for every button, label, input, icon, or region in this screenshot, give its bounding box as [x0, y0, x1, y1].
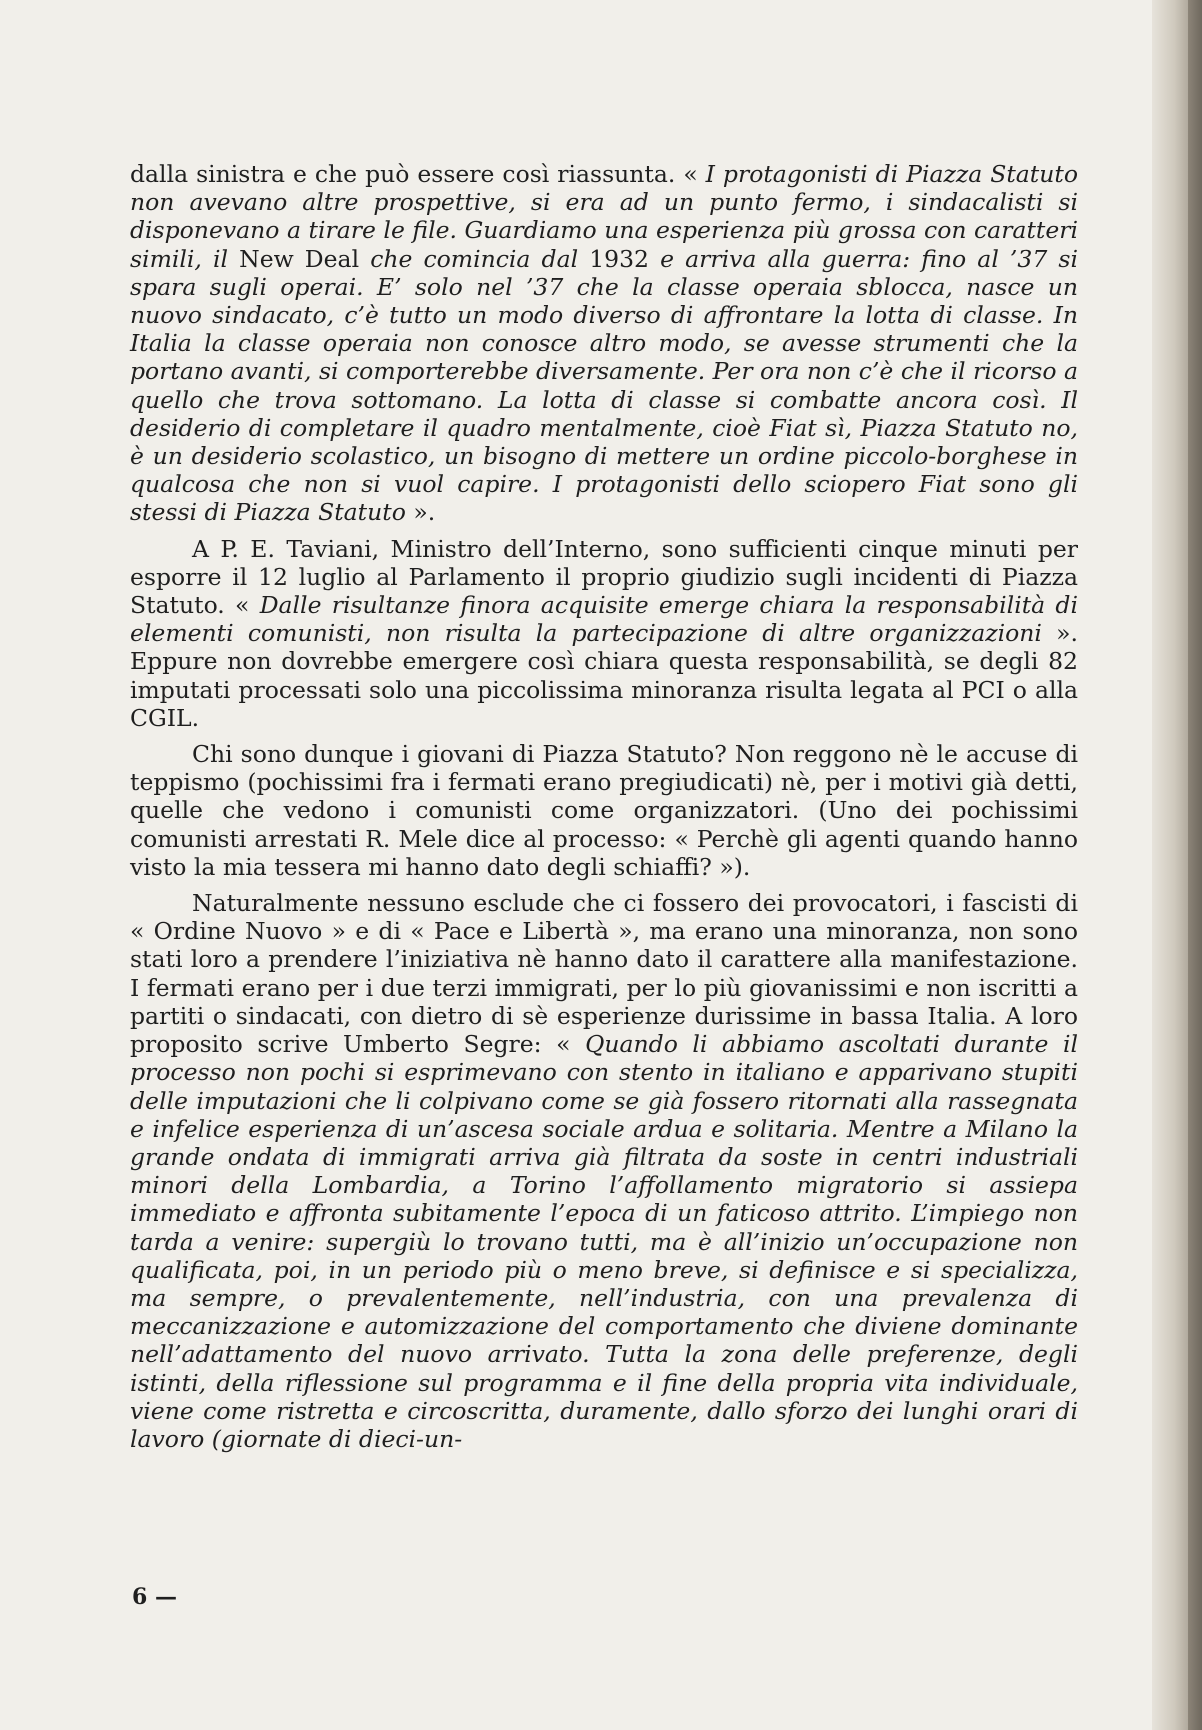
body-text: ».: [405, 498, 436, 527]
page-number: 6 —: [132, 1584, 177, 1610]
body-text: ». Eppure non dovrebbe emergere così chiara questa responsabilità, se degli 82 imputati processati solo una piccolissima minoranza risulta legata al PCI o alla CGIL.: [130, 619, 1078, 732]
body-text: Naturalmente nessuno esclude che ci fossero dei provocatori, i fascisti di « Ordine Nuovo » e di « Pace e Libertà », ma erano una minoranza, non sono stati loro a prendere l’iniziativa nè hanno dato il carattere alla manifestazione. I fermati erano per i due terzi immigrati, per lo più giovanissimi e non iscritti a partiti o sindacati, con dietro di sè esperienze durissime in bassa Italia. A loro proposito scrive Umberto Segre: «: [130, 889, 1078, 1059]
paragraph: [130, 889, 1078, 1453]
italic-quote-text: Dalle risultanze finora acquisite emerge chiara la responsabilità di elementi comunisti, non risulta la partecipazione di altre organizzazioni: [130, 591, 1078, 648]
italic-quote-text: Quando li abbiamo ascoltati durante il processo non pochi si esprimevano con stento in italiano e apparivano stupiti delle imputazioni che li colpivano come se già fossero ritornati alla rassegnata e infelice esperienza di un’ascesa sociale ardua e solitaria. Mentre a Milano la grande ondata di immigrati arriva già filtrata da soste in centri industriali minori della Lombardia, a Torino l’affollamento migratorio si assiepa immediato e affronta subitamente l’epoca di un faticoso attrito. L’impiego non tarda a venire: supergiù lo trovano tutti, ma è all’inizio un’occupazione non qualificata, poi, in un periodo più o meno breve, si definisce e si specializza, ma sempre, o prevalentemente, nell’industria, con una prevalenza di meccanizzazione e automizzazione del comportamento che diviene dominante nell’adattamento del nuovo arrivato. Tutta la zona delle preferenze, degli istinti, della riflessione sul programma e il fine della propria vita individuale, viene come ristretta e circoscritta, duramente, dallo sforzo dei lunghi orari di lavoro (giornate di dieci-un-: [130, 1030, 1078, 1453]
paragraph: [130, 535, 1078, 732]
body-text: «: [683, 160, 706, 188]
body-text: dalla sinistra e che può essere così riassunta.: [130, 160, 684, 188]
paragraph: [130, 740, 1078, 881]
italic-quote-text: che comincia dal: [370, 244, 590, 273]
page-binding-edge: [1188, 0, 1202, 1730]
body-text: Chi sono dunque i giovani di Piazza Statuto? Non reggono nè le accuse di teppismo (pochissimi fra i fermati erano pregiudicati) nè, per i motivi già detti, quelle che vedono i comunisti come organizzatori. (Uno dei pochissimi comunisti arrestati R. Mele dice al processo: « Perchè gli agenti quando hanno visto la mia tessera mi hanno dato degli schiaffi? »).: [130, 740, 1078, 881]
body-text: New Deal: [239, 244, 371, 273]
page-body: [130, 160, 1078, 1453]
paragraph: [130, 160, 1078, 527]
italic-quote-text: e arriva alla guerra: fino al ’37 si spara sugli operai. E’ solo nel ’37 che la classe operaia sblocca, nasce un nuovo sindacato, c’è tutto un modo diverso di affrontare la lotta di classe. In Italia la classe operaia non conosce altro modo, se avesse strumenti che la portano avanti, si comporterebbe diversamente. Per ora non c’è che il ricorso a quello che trova sottomano. La lotta di classe si combatte ancora così. Il desiderio di completare il quadro mentalmente, cioè Fiat sì, Piazza Statuto no, è un desiderio scolastico, un bisogno di mettere un ordine piccolo-borghese in qualcosa che non si vuol capire. I protagonisti dello sciopero Fiat sono gli stessi di Piazza Statuto: [130, 244, 1078, 527]
body-text: A P. E. Taviani, Ministro dell’Interno, sono sufficienti cinque minuti per esporre il 12 luglio al Parlamento il proprio giudizio sugli incidenti di Piazza Statuto. «: [130, 534, 1078, 620]
body-text: 1932: [589, 244, 661, 273]
italic-quote-text: I protagonisti di Piazza Statuto non avevano altre prospettive, si era ad un punto fermo, i sindacalisti si disponevano a tirare le file. Guardiamo una esperienza più grossa con caratteri simili, il: [130, 160, 1078, 273]
